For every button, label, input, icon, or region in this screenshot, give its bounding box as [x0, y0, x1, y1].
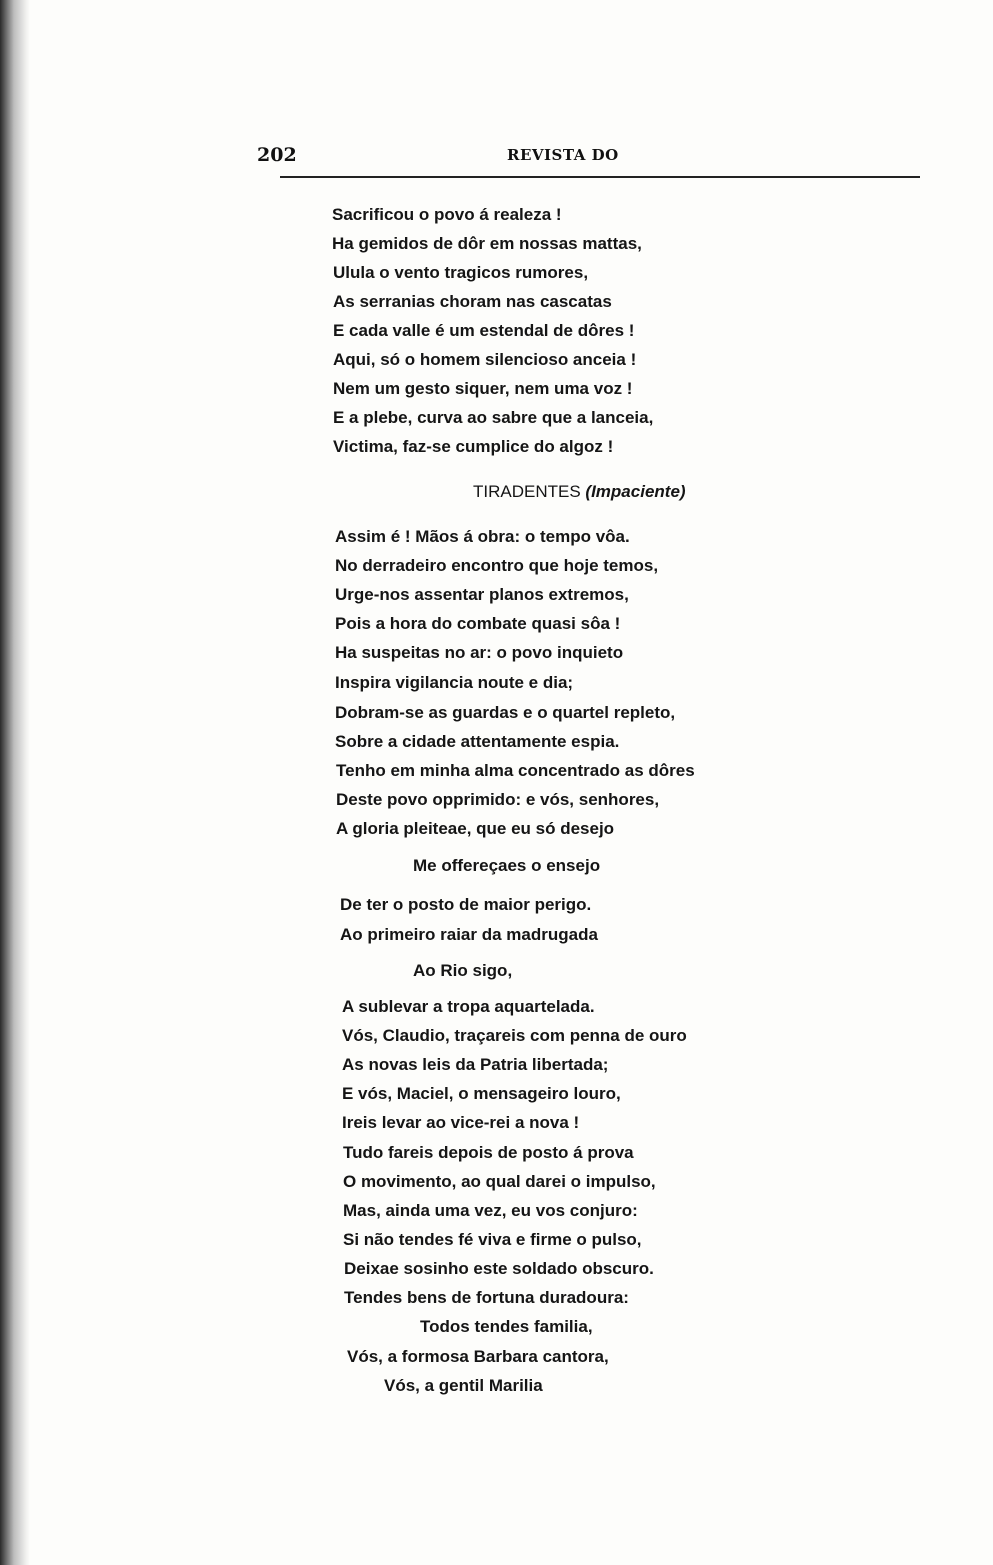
verse-line: A gloria pleiteae, que eu só desejo [336, 819, 615, 838]
verse-line: Urge-nos assentar planos extremos, [335, 585, 629, 604]
verse-line: Aqui, só o homem silencioso anceia ! [333, 350, 637, 369]
verse-line: Pois a hora do combate quasi sôa ! [335, 614, 621, 633]
verse-line: Mas, ainda uma vez, eu vos conjuro: [343, 1201, 638, 1220]
verse-line: O movimento, ao qual darei o impulso, [343, 1172, 656, 1191]
verse-line: Victima, faz-se cumplice do algoz ! [333, 437, 614, 456]
verse-line: No derradeiro encontro que hoje temos, [335, 556, 659, 575]
running-head: REVISTA DO [507, 146, 619, 164]
verse-line: Tenho em minha alma concentrado as dôres [336, 761, 695, 780]
verse-line: Nem um gesto siquer, nem uma voz ! [333, 379, 633, 398]
speaker-heading [473, 483, 686, 500]
verse-line: Vós, a gentil Marilia [384, 1376, 543, 1395]
verse-line: As serranias choram nas cascatas [333, 292, 612, 311]
verse-line: Sobre a cidade attentamente espia. [335, 732, 620, 751]
verse-line: As novas leis da Patria libertada; [342, 1055, 609, 1074]
verse-line: Vós, a formosa Barbara cantora, [347, 1347, 609, 1366]
verse-line: E a plebe, curva ao sabre que a lanceia, [333, 408, 654, 427]
verse-line: Sacrificou o povo á realeza ! [332, 205, 562, 224]
verse-line: Si não tendes fé viva e firme o pulso, [343, 1230, 642, 1249]
verse-line: Todos tendes familia, [420, 1317, 593, 1336]
verse-line: Ha gemidos de dôr em nossas mattas, [332, 234, 642, 253]
verse-line: Inspira vigilancia noute e dia; [335, 673, 574, 692]
stage-direction: (Impaciente) [585, 482, 686, 501]
verse-line: Ao Rio sigo, [413, 961, 513, 980]
verse-line: Ao primeiro raiar da madrugada [340, 925, 598, 944]
verse-line: Me offereçaes o ensejo [413, 856, 601, 875]
binding-shadow [0, 0, 30, 1565]
page-number: 202 [257, 144, 297, 166]
verse-line: Deste povo opprimido: e vós, senhores, [336, 790, 660, 809]
verse-line: Dobram-se as guardas e o quartel repleto, [335, 703, 676, 722]
verse-line: Deixae sosinho este soldado obscuro. [344, 1259, 654, 1278]
verse-line: Vós, Claudio, traçareis com penna de ouro [342, 1026, 687, 1045]
page-header [255, 140, 920, 180]
verse-line: Ireis levar ao vice-rei a nova ! [342, 1113, 580, 1132]
verse-line: Ulula o vento tragicos rumores, [333, 263, 589, 282]
header-rule [280, 176, 920, 178]
verse-line: Tendes bens de fortuna duradoura: [344, 1288, 629, 1307]
verse-line: Assim é ! Mãos á obra: o tempo vôa. [335, 527, 630, 546]
verse-line: Tudo fareis depois de posto á prova [343, 1143, 634, 1162]
verse-line: Ha suspeitas no ar: o povo inquieto [335, 643, 624, 662]
verse-line: E vós, Maciel, o mensageiro louro, [342, 1084, 621, 1103]
verse-line: E cada valle é um estendal de dôres ! [333, 321, 635, 340]
speaker-name: TIRADENTES [473, 482, 581, 501]
verse-line: A sublevar a tropa aquartelada. [342, 997, 595, 1016]
verse-line: De ter o posto de maior perigo. [340, 895, 592, 914]
